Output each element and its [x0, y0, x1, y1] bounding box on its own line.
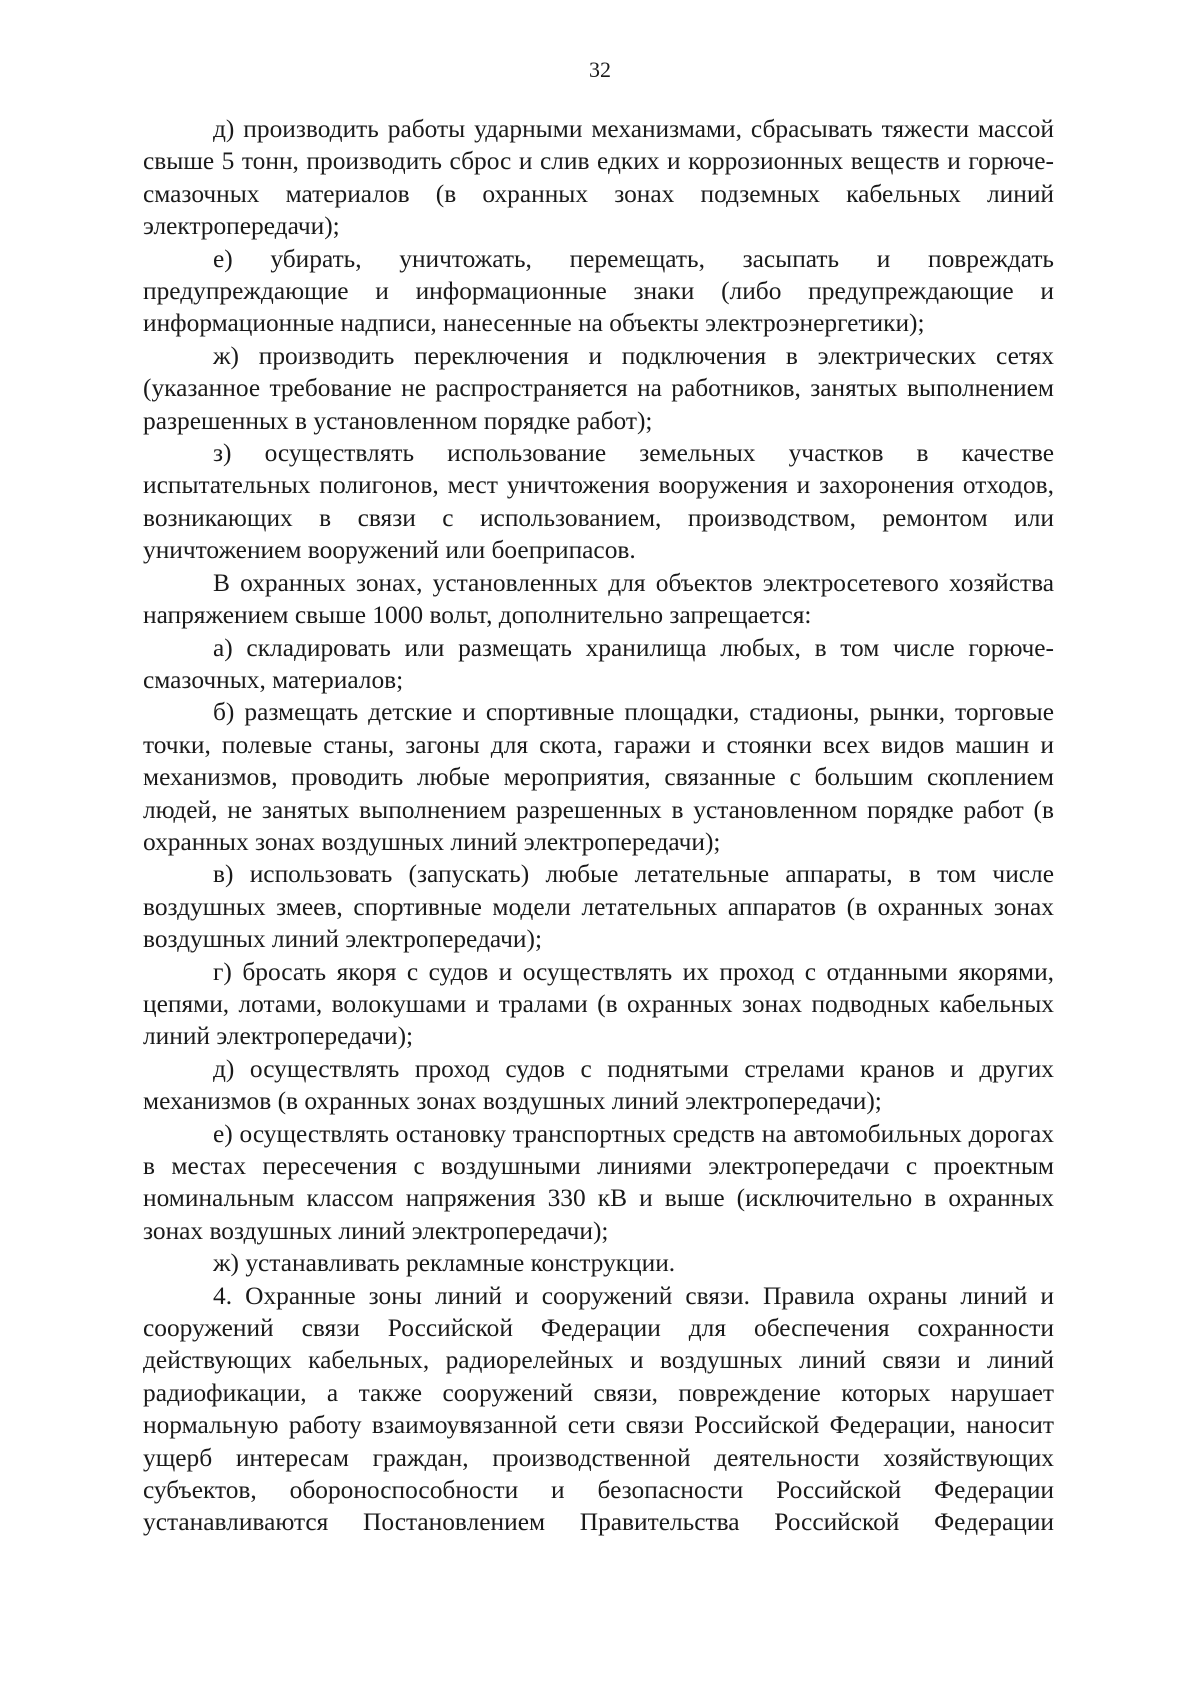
paragraph: ж) устанавливать рекламные конструкции. — [213, 1249, 676, 1278]
paragraph: В охранных зонах, установленных для объектов электросетевого хозяйства напряжением свыше 1000 вольт, дополнительно запрещается: — [143, 568, 1054, 630]
page-number: 32 — [589, 57, 611, 82]
paragraph: ж) производить переключения и подключения в электрических сетях (указанное требование не распространяется на работников, занятых выполнением разрешенных в установленном порядке работ); — [143, 341, 1054, 435]
paragraph: б) размещать детские и спортивные площадки, стадионы, рынки, торговые точки, полевые станы, загоны для скота, гаражи и стоянки всех видов машин и механизмов, проводить любые мероприятия, связанные с большим скоплением людей, не занятых выполнением разрешенных в установленном порядке работ (в охранных зонах воздушных линий электропередачи); — [143, 698, 1054, 856]
paragraph: д) производить работы ударными механизмами, сбрасывать тяжести массой свыше 5 тонн, производить сброс и слив едких и коррозионных веществ и горюче-смазочных материалов (в охранных зонах подземных кабельных линий электропередачи); — [143, 115, 1054, 241]
paragraph: е) убирать, уничтожать, перемещать, засыпать и повреждать предупреждающие и информационные знаки (либо предупреждающие и информационные надписи, нанесенные на объекты электроэнергетики); — [143, 244, 1054, 338]
paragraph: 4. Охранные зоны линий и сооружений связи. Правила охраны линий и сооружений связи Российской Федерации для обеспечения сохранности действующих кабельных, радиорелейных и воздушных линий связи и линий радиофикации, а также сооружений связи, повреждение которых нарушает нормальную работу взаимоувязанной сети связи Российской Федерации, наносит ущерб интересам граждан, производственной деятельности хозяйствующих субъектов, обороноспособности и безопасности Российской Федерации устанавливаются Постановлением Правительства Российской Федерации — [143, 1281, 1054, 1537]
paragraph: з) осуществлять использование земельных участков в качестве испытательных полигонов, мест уничтожения вооружения и захоронения отходов, возникающих в связи с использованием, производством, ремонтом или уничтожением вооружений или боеприпасов. — [143, 439, 1054, 565]
paragraph: д) осуществлять проход судов с поднятыми стрелами кранов и других механизмов (в охранных зонах воздушных линий электропередачи); — [143, 1054, 1054, 1116]
paragraph: е) осуществлять остановку транспортных средств на автомобильных дорогах в местах пересечения с воздушными линиями электропередачи с проектным номинальным классом напряжения 330 кВ и выше (исключительно в охранных зонах воздушных линий электропередачи); — [143, 1119, 1054, 1245]
paragraph: а) складировать или размещать хранилища любых, в том числе горюче-смазочных, материалов; — [143, 633, 1054, 694]
paragraph: в) использовать (запускать) любые летательные аппараты, в том числе воздушных змеев, спортивные модели летательных аппаратов (в охранных зонах воздушных линий электропередачи); — [143, 860, 1054, 954]
document-body — [143, 113, 1054, 1539]
paragraph: г) бросать якоря с судов и осуществлять их проход с отданными якорями, цепями, лотами, волокушами и тралами (в охранных зонах подводных кабельных линий электропередачи); — [143, 957, 1054, 1051]
